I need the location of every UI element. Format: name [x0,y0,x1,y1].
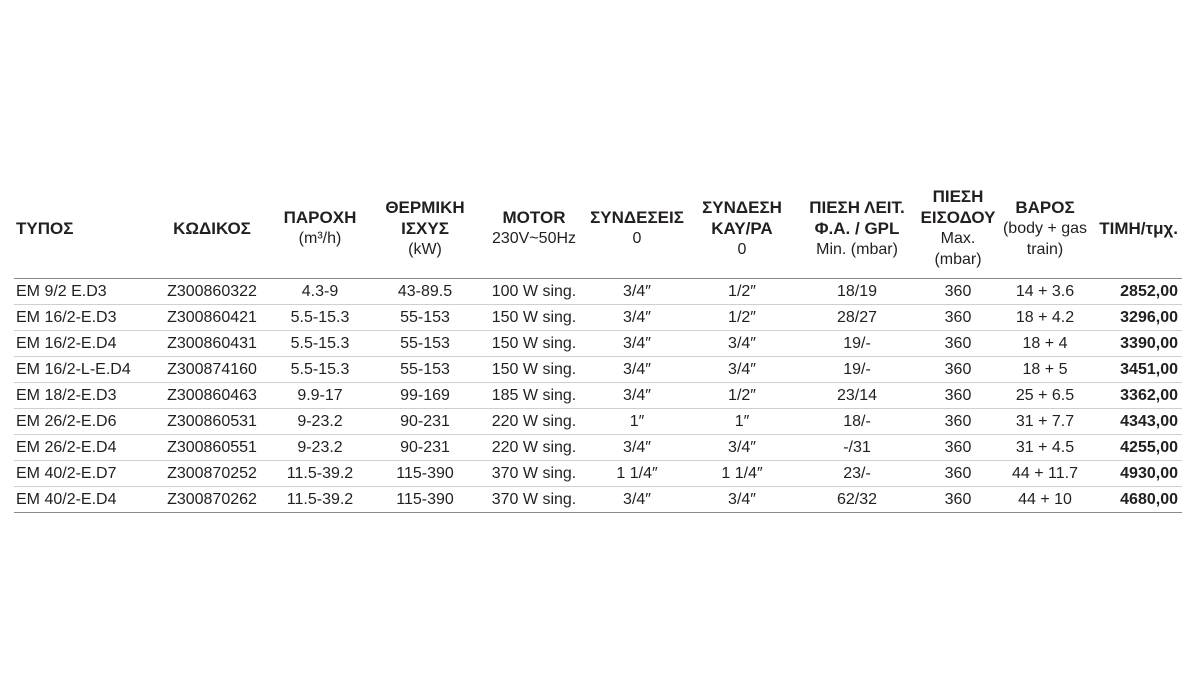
cell-flow: 9-23.2 [272,435,368,461]
cell-motor: 150 W sing. [482,331,586,357]
cell-flow: 9-23.2 [272,409,368,435]
cell-motor: 220 W sing. [482,435,586,461]
cell-inlet-pressure: 360 [918,305,998,331]
cell-connections: 3/4″ [586,357,688,383]
cell-weight: 14 + 3.6 [998,279,1092,305]
cell-weight: 18 + 5 [998,357,1092,383]
cell-operating-pressure: 18/- [796,409,918,435]
header-thermal [368,186,482,279]
header-motor-label: MOTOR [502,208,566,227]
cell-fuel-connection: 3/4″ [688,487,796,513]
cell-motor: 220 W sing. [482,409,586,435]
header-price-label: ΤΙΜΗ/τμχ. [1099,218,1178,238]
cell-thermal: 90-231 [368,435,482,461]
cell-weight: 25 + 6.5 [998,383,1092,409]
cell-code: Z300870252 [152,461,272,487]
cell-flow: 5.5-15.3 [272,331,368,357]
header-inlet-pressure-unit: Max. (mbar) [934,230,982,268]
cell-connections: 1 1/4″ [586,461,688,487]
cell-type: EM 9/2 E.D3 [14,279,152,305]
cell-thermal: 90-231 [368,409,482,435]
cell-operating-pressure: 23/14 [796,383,918,409]
cell-weight: 18 + 4 [998,331,1092,357]
cell-inlet-pressure: 360 [918,461,998,487]
cell-inlet-pressure: 360 [918,383,998,409]
header-code [152,186,272,279]
cell-thermal: 55-153 [368,305,482,331]
cell-weight: 44 + 10 [998,487,1092,513]
cell-price: 3390,00 [1092,331,1182,357]
header-motor-unit: 230V~50Hz [491,230,577,247]
header-type-label: ΤΥΠΟΣ [16,218,74,238]
cell-thermal: 115-390 [368,487,482,513]
table-row [14,383,1182,409]
cell-thermal: 55-153 [368,331,482,357]
cell-operating-pressure: 23/- [796,461,918,487]
cell-flow: 5.5-15.3 [272,305,368,331]
cell-inlet-pressure: 360 [918,331,998,357]
cell-connections: 3/4″ [586,331,688,357]
cell-code: Z300860431 [152,331,272,357]
header-weight-label: ΒΑΡΟΣ [1015,197,1075,217]
cell-flow: 5.5-15.3 [272,357,368,383]
table-row [14,305,1182,331]
cell-fuel-connection: 1/2″ [688,305,796,331]
cell-motor: 370 W sing. [482,461,586,487]
cell-weight: 31 + 4.5 [998,435,1092,461]
cell-flow: 11.5-39.2 [272,487,368,513]
header-operating-pressure-unit: Min. (mbar) [816,240,898,258]
cell-price: 3296,00 [1092,305,1182,331]
cell-operating-pressure: 28/27 [796,305,918,331]
table-body [14,279,1182,513]
cell-fuel-connection: 3/4″ [688,357,796,383]
header-fuel-connection-label: ΣΥΝΔΕΣΗ ΚΑΥ/ΡΑ [702,197,782,238]
header-connections [586,186,688,279]
cell-price: 4343,00 [1092,409,1182,435]
table-header [14,186,1182,279]
table-row [14,487,1182,513]
table-row [14,331,1182,357]
cell-flow: 4.3-9 [272,279,368,305]
table-row [14,409,1182,435]
cell-operating-pressure: 19/- [796,331,918,357]
cell-operating-pressure: 62/32 [796,487,918,513]
cell-connections: 1″ [586,409,688,435]
cell-motor: 370 W sing. [482,487,586,513]
cell-code: Z300860551 [152,435,272,461]
price-table [14,186,1182,513]
header-weight [998,186,1092,279]
cell-type: EM 26/2-E.D4 [14,435,152,461]
cell-price: 4255,00 [1092,435,1182,461]
cell-motor: 150 W sing. [482,357,586,383]
table-row [14,279,1182,305]
cell-type: EM 16/2-E.D4 [14,331,152,357]
cell-type: EM 40/2-E.D4 [14,487,152,513]
cell-inlet-pressure: 360 [918,357,998,383]
cell-weight: 18 + 4.2 [998,305,1092,331]
cell-type: EM 16/2-L-E.D4 [14,357,152,383]
header-weight-unit: (body + gas train) [1002,219,1088,258]
cell-price: 4680,00 [1092,487,1182,513]
header-code-label: ΚΩΔΙΚΟΣ [173,218,251,238]
table-row [14,435,1182,461]
cell-flow: 11.5-39.2 [272,461,368,487]
cell-price: 3451,00 [1092,357,1182,383]
table-row [14,461,1182,487]
header-thermal-label: ΘΕΡΜΙΚΗ ΙΣΧΥΣ [385,197,465,238]
cell-fuel-connection: 3/4″ [688,435,796,461]
header-type [14,186,152,279]
cell-code: Z300860531 [152,409,272,435]
cell-fuel-connection: 1/2″ [688,279,796,305]
header-flow-unit: (m³/h) [298,230,342,247]
header-connections-label: ΣΥΝΔΕΣΕΙΣ [590,208,684,227]
cell-code: Z300860421 [152,305,272,331]
cell-motor: 100 W sing. [482,279,586,305]
header-operating-pressure [796,186,918,279]
cell-motor: 185 W sing. [482,383,586,409]
cell-code: Z300860463 [152,383,272,409]
cell-thermal: 43-89.5 [368,279,482,305]
price-table-container [14,186,1182,513]
cell-connections: 3/4″ [586,279,688,305]
cell-thermal: 55-153 [368,357,482,383]
cell-operating-pressure: -/31 [796,435,918,461]
cell-fuel-connection: 1/2″ [688,383,796,409]
table-row [14,357,1182,383]
header-row [14,186,1182,279]
cell-type: EM 40/2-E.D7 [14,461,152,487]
header-inlet-pressure-label: ΠΙΕΣΗ ΕΙΣΟΔΟΥ [920,187,996,227]
cell-price: 2852,00 [1092,279,1182,305]
cell-connections: 3/4″ [586,383,688,409]
cell-inlet-pressure: 360 [918,409,998,435]
header-flow-label: ΠΑΡΟΧΗ [283,208,357,227]
cell-operating-pressure: 18/19 [796,279,918,305]
cell-price: 4930,00 [1092,461,1182,487]
cell-type: EM 26/2-E.D6 [14,409,152,435]
cell-operating-pressure: 19/- [796,357,918,383]
header-fuel-connection-unit: 0 [737,240,747,258]
cell-inlet-pressure: 360 [918,487,998,513]
cell-fuel-connection: 1 1/4″ [688,461,796,487]
header-price [1092,186,1182,279]
cell-type: EM 16/2-E.D3 [14,305,152,331]
cell-fuel-connection: 1″ [688,409,796,435]
cell-connections: 3/4″ [586,305,688,331]
header-inlet-pressure [918,186,998,279]
cell-type: EM 18/2-E.D3 [14,383,152,409]
cell-code: Z300870262 [152,487,272,513]
cell-connections: 3/4″ [586,435,688,461]
header-flow [272,186,368,279]
header-connections-unit: 0 [632,230,642,247]
cell-inlet-pressure: 360 [918,435,998,461]
cell-flow: 9.9-17 [272,383,368,409]
cell-weight: 44 + 11.7 [998,461,1092,487]
cell-code: Z300874160 [152,357,272,383]
cell-fuel-connection: 3/4″ [688,331,796,357]
cell-price: 3362,00 [1092,383,1182,409]
cell-weight: 31 + 7.7 [998,409,1092,435]
cell-connections: 3/4″ [586,487,688,513]
header-thermal-unit: (kW) [408,240,442,258]
cell-inlet-pressure: 360 [918,279,998,305]
cell-thermal: 99-169 [368,383,482,409]
cell-motor: 150 W sing. [482,305,586,331]
header-motor [482,186,586,279]
header-operating-pressure-label: ΠΙΕΣΗ ΛΕΙΤ. Φ.Α. / GPL [809,197,905,238]
header-fuel-connection [688,186,796,279]
cell-code: Z300860322 [152,279,272,305]
cell-thermal: 115-390 [368,461,482,487]
